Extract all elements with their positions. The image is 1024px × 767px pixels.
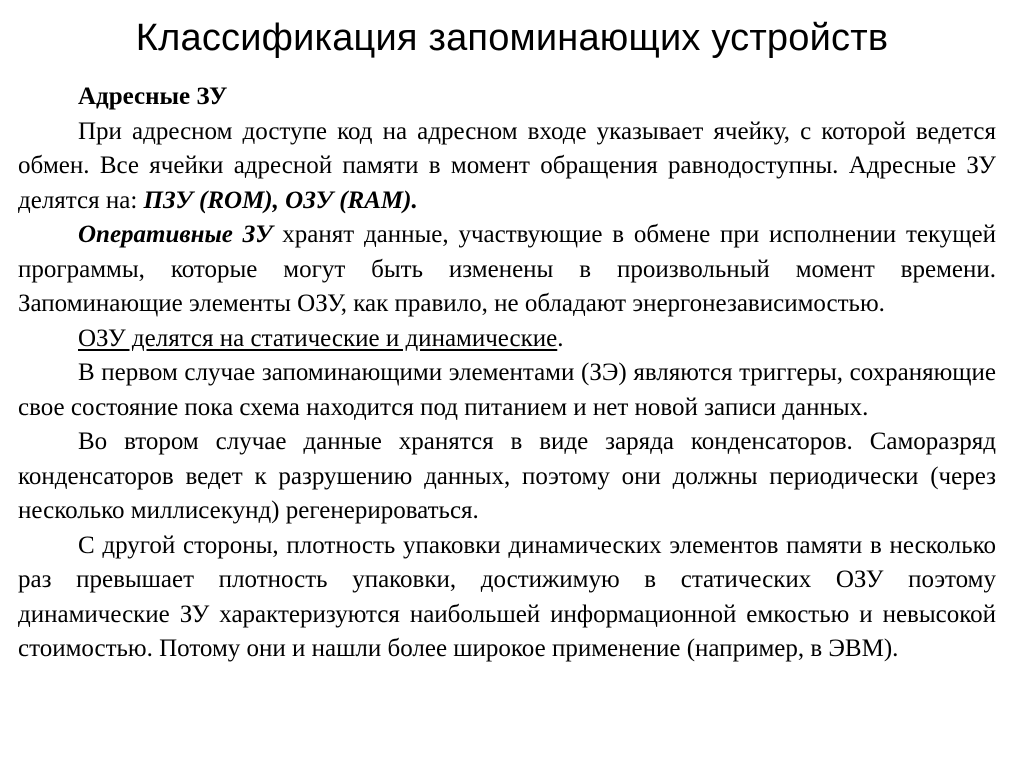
underlined-ram-types: ОЗУ делятся на статические и динамические [78, 324, 558, 352]
emphasis-operative-memory: Оперативные ЗУ [78, 221, 273, 248]
paragraph-dynamic-ram: Во втором случае данные хранятся в виде заряда конденсаторов. Саморазряд конденсаторов ведет к разрушению данных, поэтому они должны периодически (через несколько миллисекунд) регенерироваться. [18, 428, 996, 524]
paragraph-ram-definition [18, 218, 996, 322]
slide-title: Классификация запоминающих устройств [135, 17, 889, 59]
paragraph-text: хранят данные, участвующие в обмене при исполнении текущей программы, которые могут быть изменены в произвольный момент времени. Запоминающие элементы ОЗУ, как правило, не обладают энергонезависимостью. [18, 221, 996, 317]
paragraph-ram-types [18, 322, 996, 357]
paragraph-density: С другой стороны, плотность упаковки динамических элементов памяти в несколько раз превышает плотность упаковки, достижимую в статических ОЗУ поэтому динамические ЗУ характеризуются наибольшей информационной емкостью и невысокой стоимостью. Потому они и нашли более широкое применение (например, в ЭВМ). [18, 531, 996, 662]
slide-body [18, 80, 996, 667]
paragraph-tail: . [557, 324, 564, 352]
paragraph-text: При адресном доступе код на адресном входе указывает ячейку, с которой ведется обмен. Все ячейки адресной памяти в момент обращения равнодоступны. Адресные ЗУ делятся на: [18, 117, 996, 214]
emphasis-rom-ram: ПЗУ (ROM), ОЗУ (RAM). [143, 186, 418, 214]
section-heading: Адресные ЗУ [78, 83, 228, 110]
paragraph-static-ram: В первом случае запоминающими элементами (ЗЭ) являются триггеры, сохраняющие свое состояние пока схема находится под питанием и нет новой записи данных. [18, 359, 996, 421]
paragraph-addressed-access [18, 115, 996, 219]
